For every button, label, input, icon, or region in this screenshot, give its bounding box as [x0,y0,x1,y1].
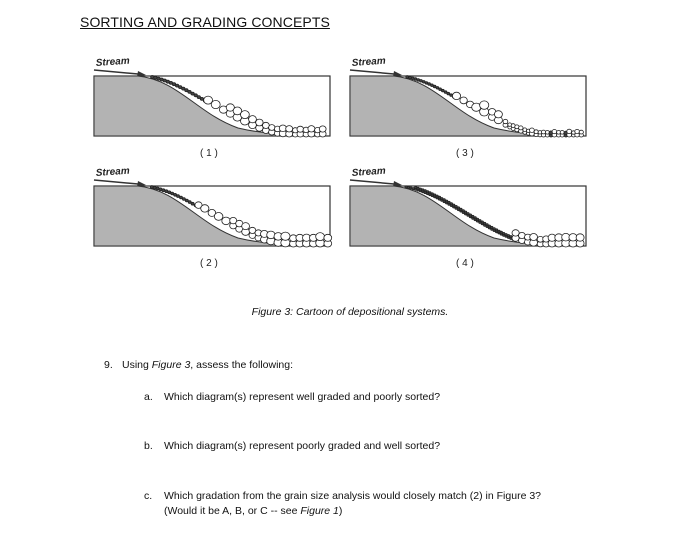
part-letter: b. [144,440,153,452]
question-prefix: Using [122,359,152,371]
diagram-3-svg [344,52,594,162]
stream-label: Stream [351,55,387,69]
diagram-4-svg [344,162,594,272]
grain [414,78,417,81]
stream-label: Stream [95,165,131,179]
grain [460,97,467,104]
grain [445,200,447,202]
part-text: Which diagram(s) represent well graded and poorly sorted? [164,391,441,403]
question-part-c [144,489,541,519]
grain [214,213,223,221]
diagram-number: ( 4 ) [456,258,474,269]
grain [455,205,457,207]
diagram-2 [88,162,338,272]
grain [428,83,431,86]
grain [211,100,220,108]
part-c-line2-prefix: (Would it be A, B, or C -- see [164,505,301,517]
grain [188,201,191,204]
grain [324,234,332,241]
part-letter: a. [144,391,153,403]
grain [319,126,326,132]
grain [453,204,455,206]
stream-label: Stream [351,165,387,179]
grain [484,222,486,224]
part-text: Which diagram(s) represent poorly graded and well sorted? [164,440,441,452]
grain [297,126,304,132]
grain [552,130,557,134]
grain [575,129,580,133]
question-number: 9. [104,359,113,371]
diagram-2-svg [88,162,338,272]
grain [308,126,315,132]
grain [222,217,230,225]
grain [481,221,483,223]
grain [316,233,325,241]
part-c-line2-suffix: ) [338,505,343,517]
part-c-line1: Which gradation from the grain size analysis would closely match (2) in Figure 3? [164,490,542,502]
grain [443,199,445,201]
grain [560,131,564,135]
grain [579,130,583,134]
grain [469,214,471,216]
grain [567,129,572,133]
grain [177,195,180,198]
grain [541,130,545,134]
part-letter: c. [144,490,153,502]
grain [420,80,423,83]
question-9 [104,358,293,373]
grain [162,189,165,192]
grain [476,218,478,220]
grain [256,119,263,126]
grain [441,89,444,92]
grain [242,223,250,230]
grain [281,232,290,240]
diagram-4 [344,162,594,272]
grain [249,116,257,123]
question-suffix: , assess the following: [190,359,294,371]
grain [480,101,489,109]
page-title: SORTING AND GRADING CONCEPTS [80,14,330,30]
grain [406,76,409,79]
diagram-number: ( 2 ) [200,258,218,269]
question-part-a [144,390,440,405]
grain [491,226,493,228]
grain [488,225,490,227]
grain [495,229,497,231]
grain [576,234,584,241]
grain [191,202,194,205]
grain [479,220,481,222]
grain [185,199,188,202]
grain [286,126,293,132]
diagram-1-svg [88,52,338,162]
diagram-number: ( 1 ) [200,148,218,159]
grain [534,130,538,134]
stream-label: Stream [95,55,131,69]
grain [460,208,462,210]
grain [457,207,459,209]
grain [467,213,469,215]
diagram-1 [88,52,338,162]
grain [241,111,250,119]
grain [530,234,538,241]
grain [464,211,466,213]
grain [519,126,523,130]
grain [433,85,436,88]
grain [503,119,508,123]
part-c-line2-ref: Figure 1 [300,505,339,517]
question-part-b [144,439,440,454]
grain [472,215,474,217]
diagram-3 [344,52,594,162]
figure-caption: Figure 3: Cartoon of depositional systems. [251,306,449,318]
grain [530,128,535,132]
grain [447,92,450,95]
grain [201,205,209,212]
diagram-number: ( 3 ) [456,148,474,159]
grain [452,92,460,99]
grain [448,201,450,203]
question-figure-ref: Figure 3 [151,359,191,371]
grain [494,111,502,118]
part-text [164,489,541,519]
